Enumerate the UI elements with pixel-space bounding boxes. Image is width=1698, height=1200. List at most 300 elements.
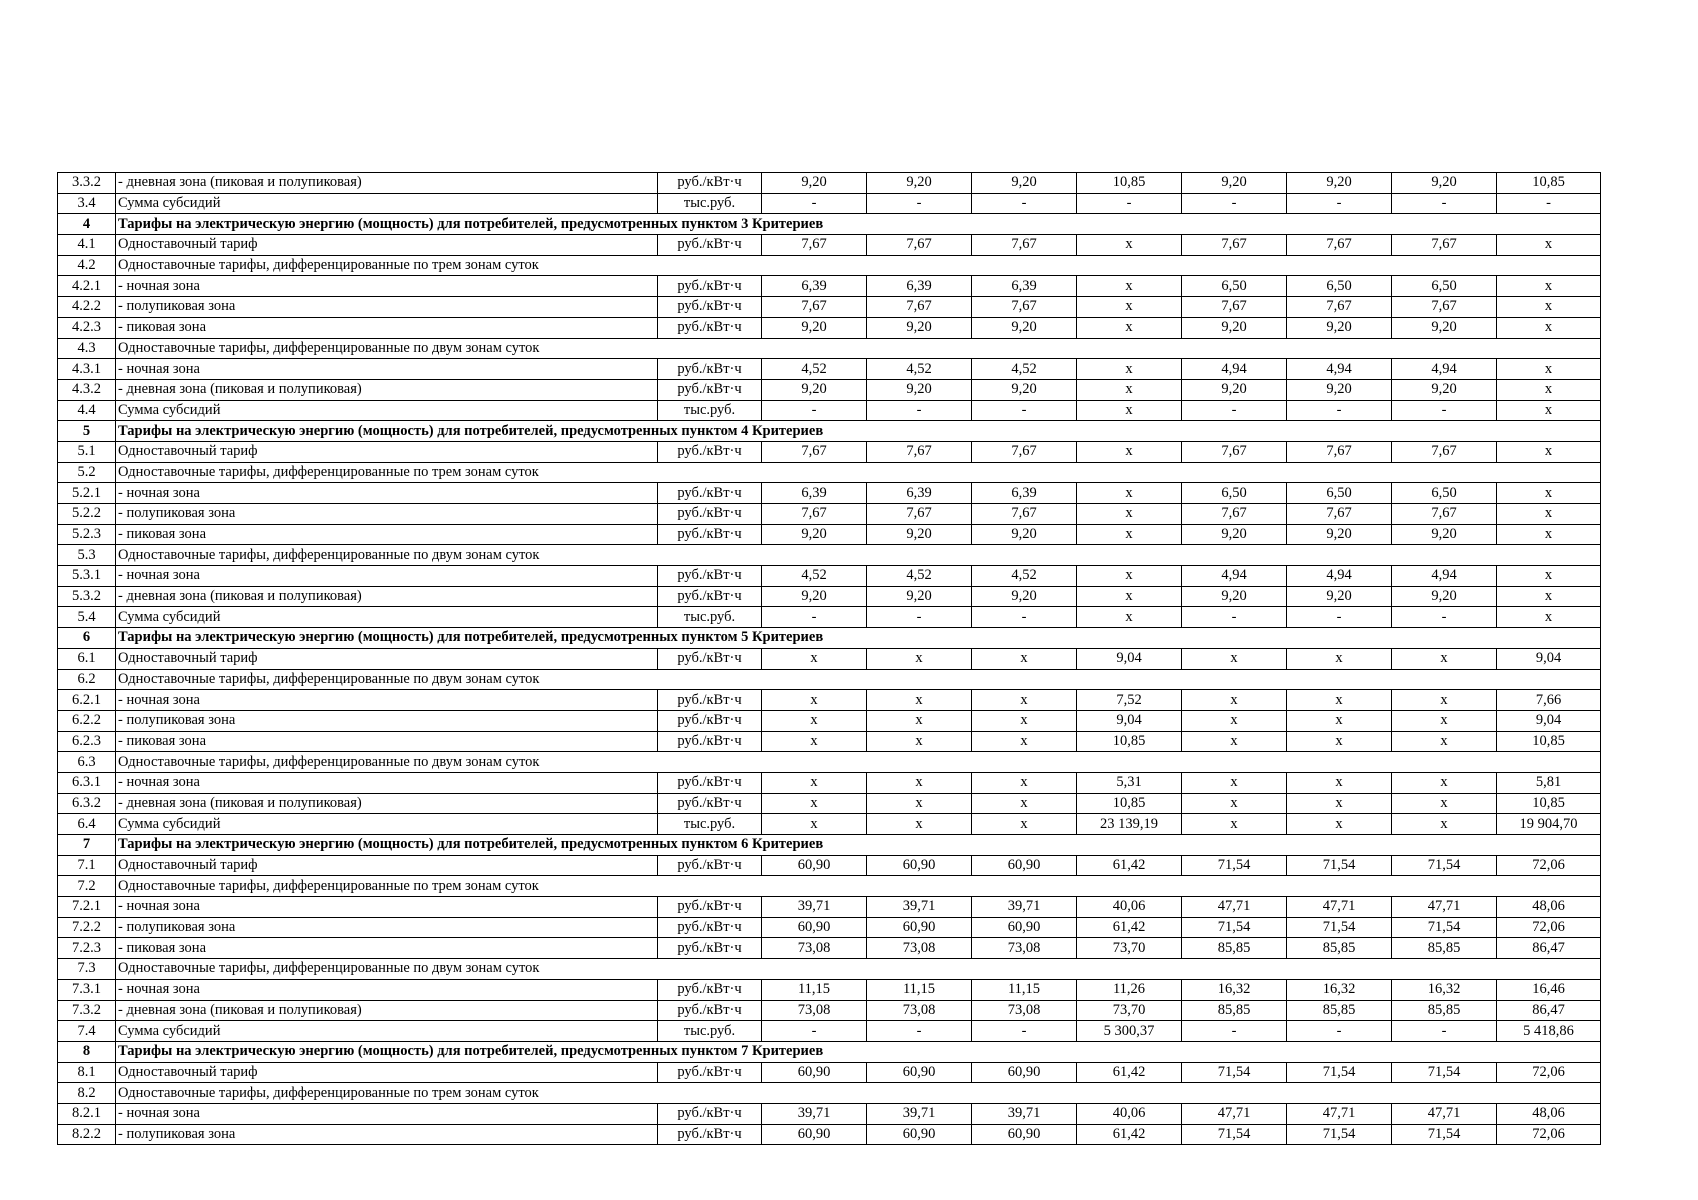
value-cell: х <box>1392 793 1497 814</box>
value-cell: - <box>1287 1021 1392 1042</box>
value-cell: 16,46 <box>1497 979 1601 1000</box>
value-cell: 19 904,70 <box>1497 814 1601 835</box>
value-cell: - <box>867 607 972 628</box>
value-cell: 23 139,19 <box>1077 814 1182 835</box>
value-cell: х <box>1497 483 1601 504</box>
value-cell: 4,94 <box>1287 359 1392 380</box>
value-cell: 6,50 <box>1392 483 1497 504</box>
value-cell: 10,85 <box>1497 731 1601 752</box>
value-cell: - <box>1287 400 1392 421</box>
row-number: 7.1 <box>58 855 116 876</box>
unit-cell: руб./кВт·ч <box>658 648 762 669</box>
value-cell: 9,20 <box>1182 586 1287 607</box>
value-cell: х <box>1497 586 1601 607</box>
value-cell: - <box>972 607 1077 628</box>
unit-cell: руб./кВт·ч <box>658 524 762 545</box>
row-name: Одноставочный тариф <box>116 441 658 462</box>
table-row <box>58 235 1601 256</box>
value-cell: 47,71 <box>1392 1103 1497 1124</box>
value-cell: 4,94 <box>1392 566 1497 587</box>
value-cell: 9,20 <box>867 317 972 338</box>
value-cell: 47,71 <box>1182 897 1287 918</box>
table-row <box>58 731 1601 752</box>
value-cell: х <box>1497 317 1601 338</box>
value-cell: 9,20 <box>867 379 972 400</box>
unit-cell: руб./кВт·ч <box>658 1000 762 1021</box>
subsection-title: Одноставочные тарифы, дифференцированные по трем зонам суток <box>116 1083 1601 1104</box>
value-cell: 6,39 <box>762 276 867 297</box>
row-number: 6.2.3 <box>58 731 116 752</box>
value-cell: 5 418,86 <box>1497 1021 1601 1042</box>
value-cell: 71,54 <box>1392 1062 1497 1083</box>
value-cell: - <box>972 193 1077 214</box>
value-cell: 71,54 <box>1287 1062 1392 1083</box>
value-cell: 60,90 <box>972 855 1077 876</box>
value-cell: х <box>1497 607 1601 628</box>
value-cell: - <box>867 193 972 214</box>
unit-cell: руб./кВт·ч <box>658 379 762 400</box>
value-cell: 9,20 <box>1392 586 1497 607</box>
value-cell: - <box>1392 1021 1497 1042</box>
unit-cell: руб./кВт·ч <box>658 793 762 814</box>
subsection-title: Одноставочные тарифы, дифференцированные по двум зонам суток <box>116 959 1601 980</box>
value-cell: 7,67 <box>1182 504 1287 525</box>
row-name: - пиковая зона <box>116 524 658 545</box>
unit-cell: руб./кВт·ч <box>658 566 762 587</box>
row-name: - полупиковая зона <box>116 1124 658 1145</box>
value-cell: х <box>1077 524 1182 545</box>
value-cell: х <box>1497 524 1601 545</box>
value-cell: х <box>1497 379 1601 400</box>
row-number: 7.3.2 <box>58 1000 116 1021</box>
value-cell: 39,71 <box>762 1103 867 1124</box>
value-cell: - <box>1182 400 1287 421</box>
unit-cell: руб./кВт·ч <box>658 317 762 338</box>
value-cell: 48,06 <box>1497 897 1601 918</box>
value-cell: 9,20 <box>1182 524 1287 545</box>
value-cell: х <box>1287 648 1392 669</box>
value-cell: х <box>1077 566 1182 587</box>
table-row <box>58 917 1601 938</box>
value-cell: 85,85 <box>1287 938 1392 959</box>
value-cell: 4,52 <box>972 359 1077 380</box>
value-cell: 9,20 <box>972 173 1077 194</box>
subsection-title: Одноставочные тарифы, дифференцированные по двум зонам суток <box>116 338 1601 359</box>
row-name: - полупиковая зона <box>116 504 658 525</box>
value-cell: 9,20 <box>972 524 1077 545</box>
value-cell: 48,06 <box>1497 1103 1601 1124</box>
row-number: 6.3.1 <box>58 772 116 793</box>
value-cell: х <box>762 710 867 731</box>
value-cell: - <box>1287 193 1392 214</box>
value-cell: 60,90 <box>867 855 972 876</box>
table-row <box>58 483 1601 504</box>
value-cell: 6,50 <box>1287 276 1392 297</box>
value-cell: х <box>1497 441 1601 462</box>
value-cell: 4,52 <box>972 566 1077 587</box>
value-cell: х <box>1077 359 1182 380</box>
value-cell: 7,67 <box>1182 235 1287 256</box>
value-cell: - <box>867 1021 972 1042</box>
row-number: 5.2.3 <box>58 524 116 545</box>
value-cell: 9,04 <box>1077 710 1182 731</box>
table-row <box>58 317 1601 338</box>
section-title: Тарифы на электрическую энергию (мощность) для потребителей, предусмотренных пунктом 4 Критериев <box>116 421 1601 442</box>
value-cell: 5,31 <box>1077 772 1182 793</box>
value-cell: 7,67 <box>972 504 1077 525</box>
unit-cell: руб./кВт·ч <box>658 235 762 256</box>
value-cell: х <box>867 793 972 814</box>
value-cell: - <box>972 1021 1077 1042</box>
value-cell: - <box>1392 400 1497 421</box>
row-number: 3.4 <box>58 193 116 214</box>
unit-cell: руб./кВт·ч <box>658 359 762 380</box>
value-cell: х <box>762 648 867 669</box>
value-cell: 73,08 <box>972 1000 1077 1021</box>
value-cell: 7,67 <box>1392 235 1497 256</box>
table-row <box>58 1000 1601 1021</box>
value-cell: 85,85 <box>1182 938 1287 959</box>
row-number: 4.2 <box>58 255 116 276</box>
value-cell: 71,54 <box>1182 1062 1287 1083</box>
value-cell: 11,15 <box>867 979 972 1000</box>
row-name: - полупиковая зона <box>116 710 658 731</box>
value-cell: х <box>867 731 972 752</box>
value-cell: х <box>762 731 867 752</box>
table-row <box>58 193 1601 214</box>
value-cell: х <box>867 648 972 669</box>
value-cell: 10,85 <box>1077 173 1182 194</box>
section-header-row <box>58 835 1601 856</box>
value-cell: 40,06 <box>1077 1103 1182 1124</box>
row-number: 3.3.2 <box>58 173 116 194</box>
row-number: 4.3.1 <box>58 359 116 380</box>
value-cell: 71,54 <box>1182 855 1287 876</box>
row-name: - ночная зона <box>116 566 658 587</box>
value-cell: 71,54 <box>1392 1124 1497 1145</box>
subsection-title: Одноставочные тарифы, дифференцированные по трем зонам суток <box>116 876 1601 897</box>
subsection-row <box>58 669 1601 690</box>
value-cell: 7,67 <box>1287 504 1392 525</box>
table-row <box>58 400 1601 421</box>
value-cell: х <box>972 731 1077 752</box>
unit-cell: руб./кВт·ч <box>658 276 762 297</box>
value-cell: 4,52 <box>867 566 972 587</box>
value-cell: 73,70 <box>1077 938 1182 959</box>
value-cell: х <box>762 690 867 711</box>
subsection-row <box>58 959 1601 980</box>
row-number: 8.2 <box>58 1083 116 1104</box>
table-row <box>58 690 1601 711</box>
value-cell: 9,20 <box>1182 173 1287 194</box>
value-cell: 6,50 <box>1287 483 1392 504</box>
row-name: Одноставочный тариф <box>116 855 658 876</box>
value-cell: 7,67 <box>867 441 972 462</box>
table-row <box>58 814 1601 835</box>
unit-cell: руб./кВт·ч <box>658 897 762 918</box>
row-number: 6.2.1 <box>58 690 116 711</box>
value-cell: 9,20 <box>1287 317 1392 338</box>
unit-cell: руб./кВт·ч <box>658 1124 762 1145</box>
row-number: 8.1 <box>58 1062 116 1083</box>
value-cell: х <box>1077 400 1182 421</box>
value-cell: х <box>972 690 1077 711</box>
subsection-title: Одноставочные тарифы, дифференцированные по трем зонам суток <box>116 255 1601 276</box>
value-cell: 4,94 <box>1182 566 1287 587</box>
table-row <box>58 855 1601 876</box>
value-cell: х <box>1077 586 1182 607</box>
value-cell: 73,08 <box>972 938 1077 959</box>
row-number: 7.2 <box>58 876 116 897</box>
value-cell: х <box>1182 793 1287 814</box>
value-cell: х <box>972 648 1077 669</box>
value-cell: 39,71 <box>972 1103 1077 1124</box>
value-cell: х <box>1077 235 1182 256</box>
row-name: - дневная зона (пиковая и полупиковая) <box>116 173 658 194</box>
subsection-row <box>58 545 1601 566</box>
value-cell: 60,90 <box>972 917 1077 938</box>
row-number: 8.2.2 <box>58 1124 116 1145</box>
row-number: 6 <box>58 628 116 649</box>
value-cell: 71,54 <box>1392 855 1497 876</box>
table-row <box>58 938 1601 959</box>
value-cell: х <box>1497 566 1601 587</box>
section-title: Тарифы на электрическую энергию (мощность) для потребителей, предусмотренных пунктом 6 Критериев <box>116 835 1601 856</box>
value-cell: 72,06 <box>1497 855 1601 876</box>
value-cell: 9,20 <box>762 524 867 545</box>
value-cell: 60,90 <box>762 1062 867 1083</box>
row-name: - ночная зона <box>116 979 658 1000</box>
row-name: - пиковая зона <box>116 731 658 752</box>
value-cell: 61,42 <box>1077 1124 1182 1145</box>
row-name: - полупиковая зона <box>116 917 658 938</box>
value-cell: х <box>1077 504 1182 525</box>
value-cell: 73,08 <box>762 1000 867 1021</box>
row-number: 7 <box>58 835 116 856</box>
value-cell: 4,52 <box>867 359 972 380</box>
row-name: Одноставочный тариф <box>116 1062 658 1083</box>
value-cell: 9,20 <box>867 173 972 194</box>
row-number: 7.2.2 <box>58 917 116 938</box>
value-cell: 7,67 <box>1182 441 1287 462</box>
subsection-row <box>58 752 1601 773</box>
value-cell: - <box>867 400 972 421</box>
value-cell: 71,54 <box>1182 1124 1287 1145</box>
row-name: - дневная зона (пиковая и полупиковая) <box>116 379 658 400</box>
unit-cell: тыс.руб. <box>658 1021 762 1042</box>
value-cell: 7,67 <box>762 235 867 256</box>
row-number: 6.1 <box>58 648 116 669</box>
row-number: 5.3 <box>58 545 116 566</box>
row-number: 5.1 <box>58 441 116 462</box>
value-cell: - <box>762 607 867 628</box>
unit-cell: руб./кВт·ч <box>658 917 762 938</box>
value-cell: 60,90 <box>867 1124 972 1145</box>
value-cell: 61,42 <box>1077 1062 1182 1083</box>
value-cell: 7,67 <box>762 441 867 462</box>
value-cell: х <box>1392 731 1497 752</box>
unit-cell: руб./кВт·ч <box>658 297 762 318</box>
row-number: 7.3 <box>58 959 116 980</box>
table-row <box>58 566 1601 587</box>
row-name: - ночная зона <box>116 1103 658 1124</box>
value-cell: 6,50 <box>1182 276 1287 297</box>
value-cell: 85,85 <box>1392 938 1497 959</box>
value-cell: 16,32 <box>1182 979 1287 1000</box>
value-cell: 60,90 <box>762 917 867 938</box>
value-cell: 16,32 <box>1392 979 1497 1000</box>
value-cell: 71,54 <box>1287 855 1392 876</box>
value-cell: 6,50 <box>1392 276 1497 297</box>
value-cell: х <box>972 793 1077 814</box>
value-cell: 86,47 <box>1497 938 1601 959</box>
value-cell: 86,47 <box>1497 1000 1601 1021</box>
table-row <box>58 1021 1601 1042</box>
value-cell: х <box>1077 297 1182 318</box>
unit-cell: руб./кВт·ч <box>658 979 762 1000</box>
row-number: 6.3 <box>58 752 116 773</box>
row-number: 5.2 <box>58 462 116 483</box>
row-number: 4.4 <box>58 400 116 421</box>
row-number: 4.2.2 <box>58 297 116 318</box>
value-cell: 47,71 <box>1287 1103 1392 1124</box>
row-name: Сумма субсидий <box>116 1021 658 1042</box>
value-cell: 9,20 <box>762 379 867 400</box>
value-cell: - <box>1392 607 1497 628</box>
value-cell: 9,20 <box>1287 379 1392 400</box>
value-cell: 4,52 <box>762 359 867 380</box>
table-row <box>58 173 1601 194</box>
value-cell: х <box>1182 710 1287 731</box>
value-cell: х <box>1287 690 1392 711</box>
table-row <box>58 979 1601 1000</box>
value-cell: х <box>867 814 972 835</box>
value-cell: 9,20 <box>867 586 972 607</box>
table-row <box>58 441 1601 462</box>
value-cell: х <box>1497 400 1601 421</box>
unit-cell: руб./кВт·ч <box>658 586 762 607</box>
value-cell: 10,85 <box>1497 793 1601 814</box>
row-number: 5.3.2 <box>58 586 116 607</box>
value-cell: 4,94 <box>1182 359 1287 380</box>
row-name: Сумма субсидий <box>116 400 658 421</box>
value-cell: х <box>762 772 867 793</box>
section-header-row <box>58 214 1601 235</box>
value-cell: 11,15 <box>762 979 867 1000</box>
table-row <box>58 793 1601 814</box>
table-row <box>58 1124 1601 1145</box>
value-cell: 16,32 <box>1287 979 1392 1000</box>
subsection-row <box>58 338 1601 359</box>
value-cell: 85,85 <box>1182 1000 1287 1021</box>
subsection-title: Одноставочные тарифы, дифференцированные по двум зонам суток <box>116 752 1601 773</box>
value-cell: - <box>762 193 867 214</box>
value-cell: х <box>867 772 972 793</box>
value-cell: 9,20 <box>1392 173 1497 194</box>
value-cell: 7,52 <box>1077 690 1182 711</box>
value-cell: 7,67 <box>867 297 972 318</box>
value-cell: 60,90 <box>972 1062 1077 1083</box>
unit-cell: руб./кВт·ч <box>658 938 762 959</box>
value-cell: 7,67 <box>1392 504 1497 525</box>
value-cell: х <box>1182 648 1287 669</box>
value-cell: 9,20 <box>972 317 1077 338</box>
value-cell: х <box>1077 607 1182 628</box>
value-cell: 9,20 <box>1182 317 1287 338</box>
row-name: - пиковая зона <box>116 938 658 959</box>
value-cell: х <box>1392 690 1497 711</box>
value-cell: 4,52 <box>762 566 867 587</box>
row-name: Сумма субсидий <box>116 814 658 835</box>
table-row <box>58 607 1601 628</box>
value-cell: 47,71 <box>1392 897 1497 918</box>
unit-cell: руб./кВт·ч <box>658 690 762 711</box>
row-name: Одноставочный тариф <box>116 235 658 256</box>
row-number: 8.2.1 <box>58 1103 116 1124</box>
row-number: 4.1 <box>58 235 116 256</box>
row-name: Сумма субсидий <box>116 193 658 214</box>
value-cell: 73,70 <box>1077 1000 1182 1021</box>
value-cell: 71,54 <box>1287 1124 1392 1145</box>
value-cell: х <box>1497 504 1601 525</box>
row-number: 6.4 <box>58 814 116 835</box>
value-cell: 71,54 <box>1182 917 1287 938</box>
unit-cell: руб./кВт·ч <box>658 504 762 525</box>
value-cell: - <box>1392 193 1497 214</box>
unit-cell: руб./кВт·ч <box>658 1103 762 1124</box>
value-cell: 9,20 <box>1392 317 1497 338</box>
value-cell: 10,85 <box>1077 793 1182 814</box>
unit-cell: тыс.руб. <box>658 193 762 214</box>
value-cell: 73,08 <box>762 938 867 959</box>
value-cell: 60,90 <box>867 917 972 938</box>
unit-cell: руб./кВт·ч <box>658 731 762 752</box>
table-row <box>58 359 1601 380</box>
unit-cell: руб./кВт·ч <box>658 772 762 793</box>
row-name: - ночная зона <box>116 772 658 793</box>
value-cell: х <box>1497 297 1601 318</box>
row-number: 7.2.3 <box>58 938 116 959</box>
value-cell: 9,20 <box>1392 524 1497 545</box>
value-cell: 7,67 <box>1392 297 1497 318</box>
row-number: 4.3.2 <box>58 379 116 400</box>
value-cell: х <box>1392 710 1497 731</box>
value-cell: 6,39 <box>867 483 972 504</box>
value-cell: 7,67 <box>1182 297 1287 318</box>
value-cell: х <box>1287 814 1392 835</box>
section-header-row <box>58 421 1601 442</box>
value-cell: - <box>1497 193 1601 214</box>
value-cell: - <box>1182 193 1287 214</box>
section-title: Тарифы на электрическую энергию (мощность) для потребителей, предусмотренных пунктом 3 Критериев <box>116 214 1601 235</box>
value-cell: х <box>867 710 972 731</box>
value-cell: 40,06 <box>1077 897 1182 918</box>
value-cell: 5 300,37 <box>1077 1021 1182 1042</box>
value-cell: 7,67 <box>867 504 972 525</box>
value-cell: х <box>1077 441 1182 462</box>
value-cell: х <box>1497 276 1601 297</box>
value-cell: 39,71 <box>972 897 1077 918</box>
value-cell: 72,06 <box>1497 1062 1601 1083</box>
value-cell: х <box>1182 772 1287 793</box>
subsection-row <box>58 255 1601 276</box>
unit-cell: руб./кВт·ч <box>658 441 762 462</box>
row-number: 5.3.1 <box>58 566 116 587</box>
subsection-title: Одноставочные тарифы, дифференцированные по двум зонам суток <box>116 669 1601 690</box>
row-number: 7.4 <box>58 1021 116 1042</box>
value-cell: 7,67 <box>1287 297 1392 318</box>
value-cell: х <box>1182 731 1287 752</box>
